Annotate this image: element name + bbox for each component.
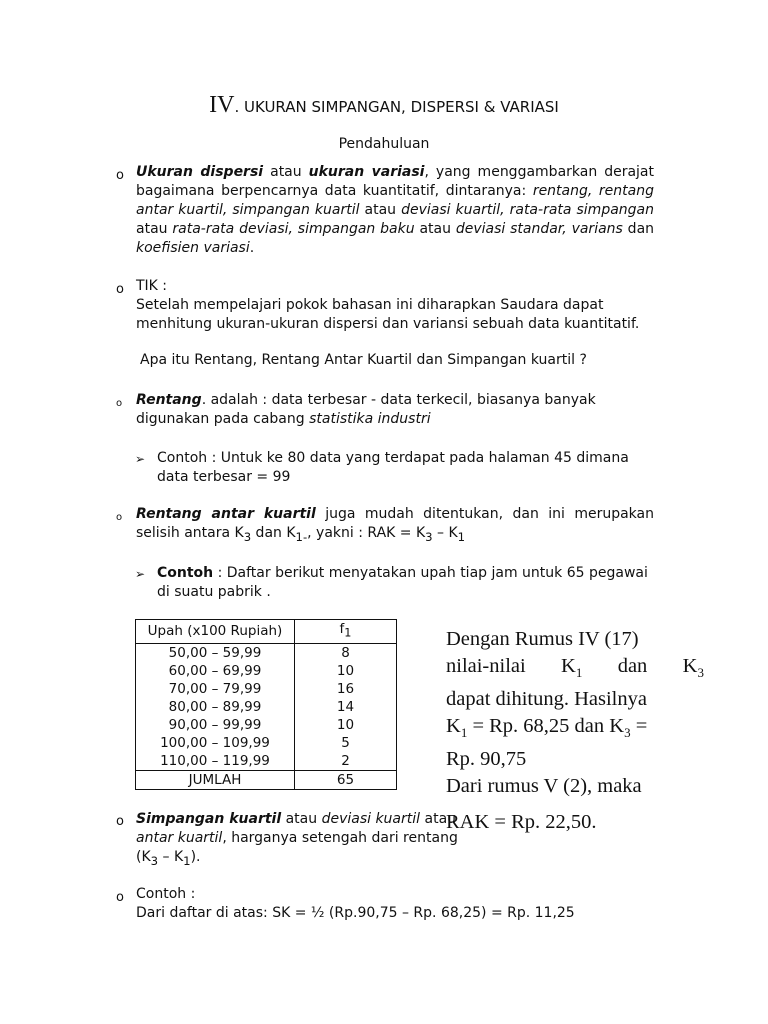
contoh-sk-body: Dari daftar di atas: SK = ½ (Rp.90,75 – Rp. 68,25) = Rp. 11,25 bbox=[136, 905, 575, 921]
bullet-circle-icon: o bbox=[116, 168, 124, 183]
text: (K bbox=[136, 849, 151, 865]
table-header-row bbox=[136, 620, 397, 644]
term-ukuran-dispersi: Ukuran dispersi bbox=[136, 164, 264, 180]
cell-upah: 50,00 – 59,99 bbox=[136, 643, 295, 662]
header-f bbox=[295, 620, 397, 644]
cell-jumlah-value: 65 bbox=[295, 770, 397, 789]
contoh-sk-label: Contoh : bbox=[136, 886, 196, 902]
text: dan K bbox=[251, 525, 296, 541]
section-heading-pendahuluan: Pendahuluan bbox=[338, 136, 430, 152]
arrow-bullet-icon: ➢ bbox=[135, 567, 146, 581]
text: . adalah : data terbesar - data terkecil, biasanya banyak digunakan pada cabang bbox=[136, 392, 596, 427]
text: K bbox=[446, 715, 461, 738]
term-list: rata-rata deviasi, simpangan baku bbox=[172, 221, 415, 237]
cell-f: 2 bbox=[295, 752, 397, 771]
cell-f: 10 bbox=[295, 716, 397, 734]
sk-paragraph bbox=[136, 810, 458, 871]
cell-upah: 110,00 – 119,99 bbox=[136, 752, 295, 771]
chapter-number: IV bbox=[209, 92, 235, 118]
rentang-paragraph bbox=[136, 391, 656, 429]
bullet-circle-icon: o bbox=[116, 814, 124, 829]
rumus-block bbox=[446, 626, 704, 836]
text: atau bbox=[263, 164, 309, 180]
table-row bbox=[136, 698, 397, 716]
subscript: 1 bbox=[344, 626, 352, 640]
term-koefisien-variasi: koefisien variasi bbox=[136, 240, 250, 256]
intro-paragraph bbox=[136, 163, 654, 258]
term-list: deviasi standar, varians bbox=[455, 221, 623, 237]
text: : Daftar berikut menyatakan upah tiap jam untuk 65 pegawai di suatu pabrik . bbox=[157, 565, 648, 600]
rumus-line bbox=[446, 653, 704, 686]
text: – K bbox=[158, 849, 184, 865]
table-row bbox=[136, 752, 397, 771]
text: – K bbox=[432, 525, 458, 541]
text: atau bbox=[136, 221, 173, 237]
text: . bbox=[249, 240, 255, 256]
chapter-title: . UKURAN SIMPANGAN, DISPERSI & VARIASI bbox=[234, 98, 559, 116]
rak-paragraph bbox=[136, 505, 654, 547]
rumus-line: Dari rumus V (2), maka bbox=[446, 775, 642, 798]
subscript: 1- bbox=[295, 529, 308, 544]
text: dan bbox=[617, 655, 648, 677]
subscript: 1 bbox=[575, 665, 583, 681]
subscript: 3 bbox=[624, 725, 631, 741]
text: , yakni : RAK = K bbox=[307, 525, 426, 541]
cell-f: 5 bbox=[295, 734, 397, 752]
tik-body: Setelah mempelajari pokok bahasan ini diharapkan Saudara dapat menhitung ukuran-ukuran dispersi dan variansi sebuah data kuantitatif. bbox=[136, 297, 640, 332]
term-ukuran-variasi: ukuran variasi bbox=[308, 164, 425, 180]
question-heading: Apa itu Rentang, Rentang Antar Kuartil dan Simpangan kuartil ? bbox=[140, 352, 587, 368]
term-rentang-antar-kuartil: Rentang antar kuartil bbox=[136, 506, 316, 522]
rumus-line bbox=[446, 713, 704, 746]
sk-line bbox=[136, 829, 458, 848]
page-title bbox=[0, 92, 768, 119]
text: , yang menggambarkan derajat bagaimana berpencarnya data kuantitatif, dintaranya: bbox=[136, 164, 655, 199]
subscript: 3 bbox=[697, 665, 704, 681]
text: = Rp. 68,25 dan K bbox=[467, 715, 625, 738]
k3 bbox=[683, 653, 704, 686]
k1 bbox=[561, 653, 582, 686]
text: K bbox=[561, 655, 576, 677]
subscript: 1 bbox=[457, 529, 466, 544]
text: atau bbox=[281, 811, 322, 827]
term-list: deviasi kuartil, rata-rata simpangan bbox=[401, 202, 654, 218]
rumus-line: RAK = Rp. 22,50. bbox=[446, 811, 597, 834]
text: ). bbox=[190, 849, 201, 865]
text: atau bbox=[359, 202, 402, 218]
sk-line bbox=[136, 810, 457, 829]
subscript: 1 bbox=[183, 853, 191, 868]
text: nilai-nilai bbox=[446, 655, 526, 677]
cell-f: 10 bbox=[295, 662, 397, 680]
term-antar-kuartil: antar kuartil bbox=[136, 830, 223, 846]
subscript: 3 bbox=[150, 853, 159, 868]
cell-upah: 100,00 – 109,99 bbox=[136, 734, 295, 752]
cell-jumlah-label: JUMLAH bbox=[136, 770, 295, 789]
table-row bbox=[136, 643, 397, 662]
text: = bbox=[630, 715, 648, 738]
cell-f: 8 bbox=[295, 643, 397, 662]
cell-upah: 80,00 – 89,99 bbox=[136, 698, 295, 716]
subscript: 1 bbox=[460, 725, 468, 741]
cell-f: 16 bbox=[295, 680, 397, 698]
table-row bbox=[136, 662, 397, 680]
contoh-rentang: Contoh : Untuk ke 80 data yang terdapat pada halaman 45 dimana data terbesar = 99 bbox=[157, 450, 629, 485]
rumus-line: Dengan Rumus IV (17) bbox=[446, 628, 639, 650]
rumus-line: Rp. 90,75 bbox=[446, 748, 527, 771]
text: , harganya setengah dari rentang bbox=[222, 830, 458, 846]
term-simpangan-kuartil: Simpangan kuartil bbox=[136, 811, 282, 827]
subscript: 3 bbox=[243, 529, 252, 544]
table-total-row bbox=[136, 770, 397, 789]
cell-upah: 60,00 – 69,99 bbox=[136, 662, 295, 680]
text: atau bbox=[420, 811, 457, 827]
text: K bbox=[682, 655, 698, 677]
term-list: rentang, rentang antar kuartil, simpangan kuartil bbox=[136, 183, 654, 218]
cell-upah: 70,00 – 79,99 bbox=[136, 680, 295, 698]
sk-line bbox=[136, 848, 436, 871]
contoh-label: Contoh bbox=[157, 565, 214, 581]
term-deviasi-kuartil: deviasi kuartil bbox=[321, 811, 421, 827]
bullet-circle-icon: o bbox=[116, 282, 124, 297]
bullet-circle-icon: o bbox=[116, 512, 123, 523]
term-rentang: Rentang bbox=[136, 392, 202, 408]
upah-table bbox=[135, 619, 397, 790]
table-row bbox=[136, 680, 397, 698]
subscript: 3 bbox=[425, 529, 433, 544]
tik-label: TIK : bbox=[136, 278, 168, 294]
table-row bbox=[136, 716, 397, 734]
cell-f: 14 bbox=[295, 698, 397, 716]
text: juga mudah ditentukan, dan ini merupakan selisih antara K bbox=[136, 506, 654, 541]
header-upah: Upah (x100 Rupiah) bbox=[136, 620, 295, 644]
text: dan bbox=[622, 221, 655, 237]
text: atau bbox=[414, 221, 456, 237]
term-statistika-industri: statistika industri bbox=[309, 411, 431, 427]
bullet-circle-icon: o bbox=[116, 890, 124, 905]
arrow-bullet-icon: ➢ bbox=[135, 452, 146, 466]
cell-upah: 90,00 – 99,99 bbox=[136, 716, 295, 734]
bullet-circle-icon: o bbox=[116, 398, 123, 409]
table-row bbox=[136, 734, 397, 752]
contoh-rak bbox=[157, 564, 657, 602]
rumus-line: dapat dihitung. Hasilnya bbox=[446, 688, 647, 711]
header-f-text: f bbox=[339, 621, 345, 637]
